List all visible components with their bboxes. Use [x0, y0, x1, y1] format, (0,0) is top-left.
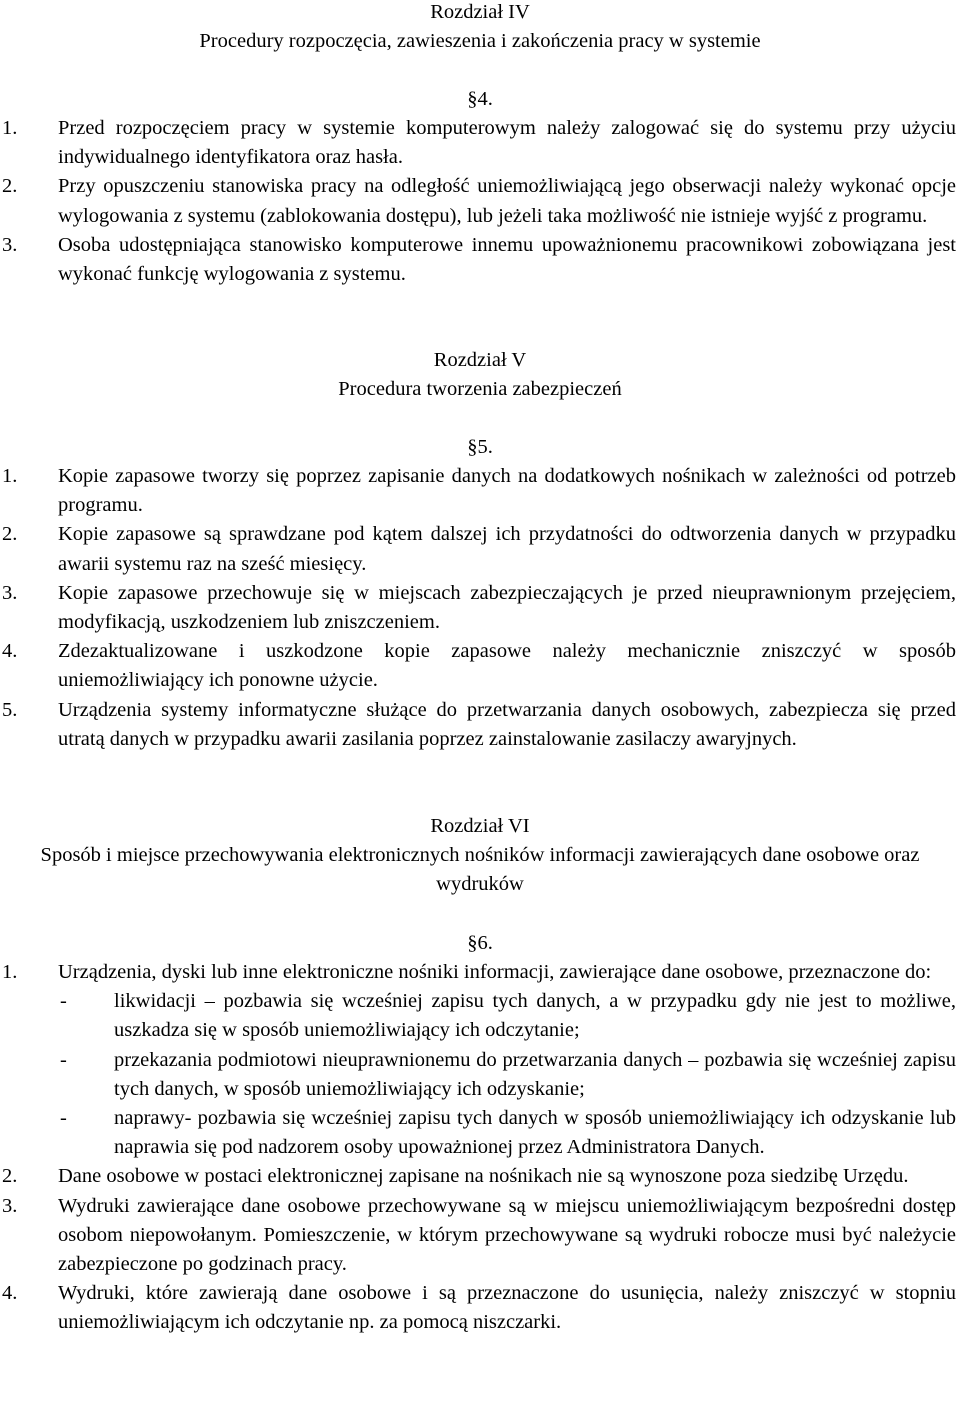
chapter-6-list — [0, 958, 960, 1338]
list-item: 2. Przy opuszczeniu stanowiska pracy na odległość uniemożliwiającą jego obserwacji należy wykonać opcje wylogowania z systemu (zablokowania dostępu), lub jeżeli taka możliwość nie istnieje wyjść z programu. — [2, 175, 956, 227]
chapter-5-subtitle: Procedura tworzenia zabezpieczeń — [338, 378, 622, 400]
list-item: 1. Urządzenia, dyski lub inne elektroniczne nośniki informacji, zawierające dane osobowe, przeznaczone do: — [2, 961, 932, 983]
chapter-5-list — [0, 462, 960, 754]
chapter-4-heading: Rozdział IV — [430, 1, 530, 23]
chapter-4-list — [0, 114, 960, 289]
section-5-number: §5. — [467, 436, 493, 458]
section-4-number: §4. — [467, 88, 493, 110]
list-item: 1. Przed rozpoczęciem pracy w systemie komputerowym należy zalogować się do systemu przy użyciu indywidualnego identyfikatora oraz hasła. — [2, 117, 956, 169]
list-item: 4. Zdezaktualizowane i uszkodzone kopie zapasowe należy mechanicznie zniszczyć w sposób uniemożliwiający ich ponowne użycie. — [2, 640, 956, 692]
list-item: 3. Wydruki zawierające dane osobowe przechowywane są w miejscu uniemożliwiającym bezpośredni dostęp osobom niepowołanym. Pomieszczenie, w którym przechowywane są wydruki robocze musi być należycie zabezpieczone po godzinach pracy. — [2, 1194, 956, 1276]
list-item: 2. Kopie zapasowe są sprawdzane pod kątem dalszej ich przydatności do odtworzenia danych w przypadku awarii systemu raz na sześć miesięcy. — [2, 523, 956, 575]
chapter-4-subtitle: Procedury rozpoczęcia, zawieszenia i zakończenia pracy w systemie — [199, 30, 761, 52]
list-item: 2. Dane osobowe w postaci elektronicznej zapisane na nośnikach nie są wynoszone poza siedzibę Urzędu. — [2, 1165, 909, 1188]
list-item: 4. Wydruki, które zawierają dane osobowe i są przeznaczone do usunięcia, należy zniszczyć w stopniu uniemożliwiającym ich odczytanie np. za pomocą niszczarki. — [2, 1282, 956, 1334]
list-item: 5. Urządzenia systemy informatyczne służące do przetwarzania danych osobowych, zabezpiecza się przed utratą danych w przypadku awarii zasilania poprzez zainstalowanie zasilaczy awaryjnych. — [2, 698, 956, 750]
chapter-5-heading: Rozdział V — [433, 349, 527, 371]
sub-list-item: - likwidacji – pozbawia się wcześniej zapisu tych danych, a w przypadku gdy nie jest to możliwe, uszkadza się w sposób uniemożliwiający ich odczytanie; — [60, 990, 956, 1042]
list-item: 1. Kopie zapasowe tworzy się poprzez zapisanie danych na dodatkowych nośnikach w zależności od potrzeb programu. — [2, 465, 956, 517]
sub-list-item: - przekazania podmiotowi nieuprawnionemu do przetwarzania danych – pozbawia się wcześniej zapisu tych danych, w sposób uniemożliwiający ich odzyskanie; — [60, 1048, 956, 1100]
list-item: 3. Kopie zapasowe przechowuje się w miejscach zabezpieczających je przed nieuprawnionym przejęciem, modyfikacją, uszkodzeniem lub zniszczeniem. — [2, 581, 956, 634]
chapter-6-subtitle: Sposób i miejsce przechowywania elektronicznych nośników informacji zawierających dane osobowe oraz wydruków — [40, 844, 920, 896]
sub-list-item: - naprawy- pozbawia się wcześniej zapisu tych danych w sposób uniemożliwiający ich odzyskanie lub naprawia się pod nadzorem osoby upoważnionej przez Administratora Danych. — [60, 1107, 956, 1159]
chapter-6-heading: Rozdział VI — [430, 815, 530, 837]
list-item: 3. Osoba udostępniająca stanowisko komputerowe innemu upoważnionemu pracownikowi zobowiązana jest wykonać funkcję wylogowania z systemu. — [2, 233, 956, 286]
section-6-number: §6. — [467, 932, 493, 954]
